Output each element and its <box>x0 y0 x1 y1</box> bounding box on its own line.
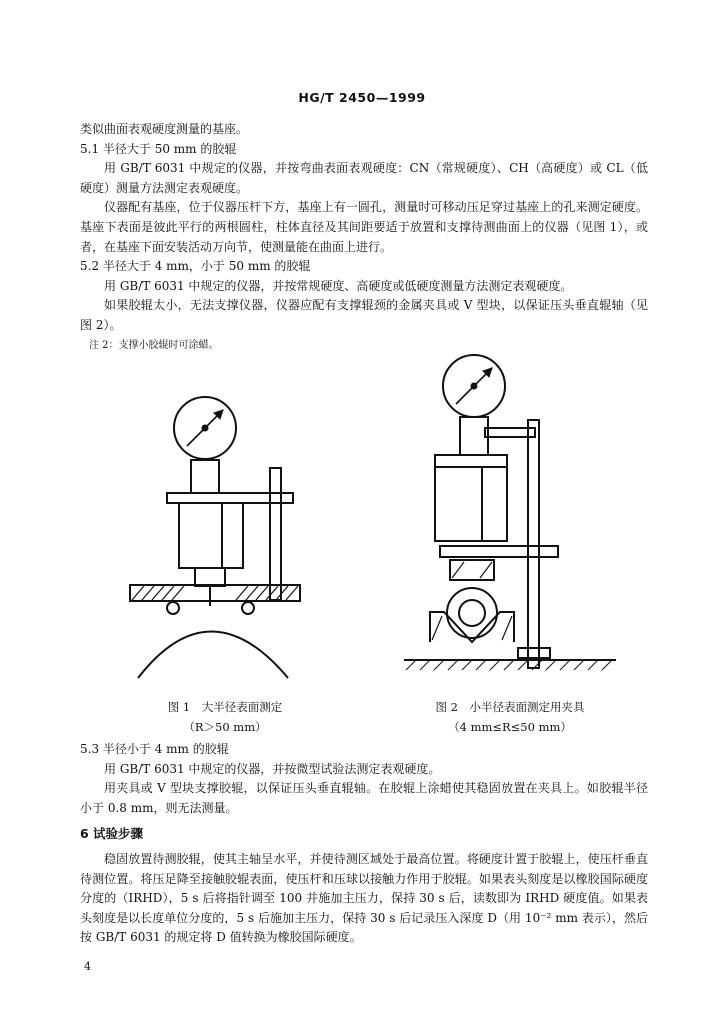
intro-line: 类似曲面表观硬度测量的基座。 <box>80 122 249 136</box>
figure-1-large-radius-setup <box>110 380 340 680</box>
text-block-top <box>80 120 648 356</box>
page-header: HG/T 2450—1999 <box>298 90 426 105</box>
figure-2-title: 图 2 小半径表面测定用夹具 <box>435 700 585 714</box>
section-6-para-1: 稳固放置待测胶辊，使其主轴呈水平，并使待测区域处于最高位置。将硬度计置于胶辊上，使压杆垂直待测位置。将压足降至接触胶辊表面，使压杆和压球以接触力作用于胶辊。如果表头刻度是以橡胶国际硬度分度的（IRHD），5 s 后将指针调至 100 并施加主压力，保持 30 s 后，读数即为 IRHD 硬度值。如果表头刻度是以长度单位分度的，5 s 后施加主压力，保持 30 s 后记录压入深度 D（用 10⁻² mm 表示），然后按 GB/T 6031 的规定将 D 值转换为橡胶国际硬度。 <box>80 851 648 945</box>
text-block-bottom <box>80 740 648 948</box>
section-5-3-heading: 5.3 半径小于 4 mm 的胶辊 <box>80 742 229 756</box>
section-5-2-heading: 5.2 半径大于 4 mm，小于 50 mm 的胶辊 <box>80 259 311 274</box>
note-2: 注 2：支撑小胶辊时可涂蜡。 <box>89 339 219 351</box>
support-cylinder-left <box>167 602 179 614</box>
section-5-1-heading: 5.1 半径大于 50 mm 的胶辊 <box>80 141 237 156</box>
small-roller <box>447 588 497 638</box>
figure-1-caption <box>110 697 340 737</box>
section-5-3-para-1: 用 GB/T 6031 中规定的仪器，并按微型试验法测定表观硬度。 <box>104 761 441 776</box>
section-5-1-para-2: 仪器配有基座，位于仪器压杆下方，基座上有一圆孔，测量时可移动压足穿过基座上的孔来测定硬度。基座下表面是彼此平行的两根圆柱，柱体直径及其间距要适于放置和支撑待测曲面上的仪器（见图 1），或者，在基座下面安装活动万向节，使测量能在曲面上进行。 <box>80 200 648 254</box>
figure-1-title: 图 1 大半径表面测定 <box>167 700 283 714</box>
section-5-2-para-1: 用 GB/T 6031 中规定的仪器，并按常规硬度、高硬度或低硬度测量方法测定表观硬度。 <box>104 278 573 293</box>
support-cylinder-right <box>242 602 254 614</box>
page-number: 4 <box>84 960 91 973</box>
figure-2-small-radius-fixture <box>390 350 630 680</box>
figure-2-subtitle: （4 mm≤R≤50 mm） <box>448 720 572 734</box>
section-5-2-para-2: 如果胶辊太小，无法支撑仪器，仪器应配有支撑辊颈的金属夹具或 V 型块，以保证压头垂直辊轴（见图 2）。 <box>80 298 648 332</box>
figure-2-caption <box>390 697 630 737</box>
figure-1-subtitle: （R＞50 mm） <box>183 720 267 734</box>
section-5-1-para-1: 用 GB/T 6031 中规定的仪器，并按弯曲表面表观硬度：CN（常规硬度）、CH（高硬度）或 CL（低硬度）测量方法测定表观硬度。 <box>80 161 648 195</box>
roller-surface <box>138 632 288 679</box>
section-5-3-para-2: 用夹具或 V 型块支撑胶辊，以保证压头垂直辊轴。在胶辊上涂蜡使其稳固放置在夹具上。如胶辊半径小于 0.8 mm，则无法测量。 <box>80 781 648 815</box>
section-6-heading: 6 试验步骤 <box>80 826 144 842</box>
